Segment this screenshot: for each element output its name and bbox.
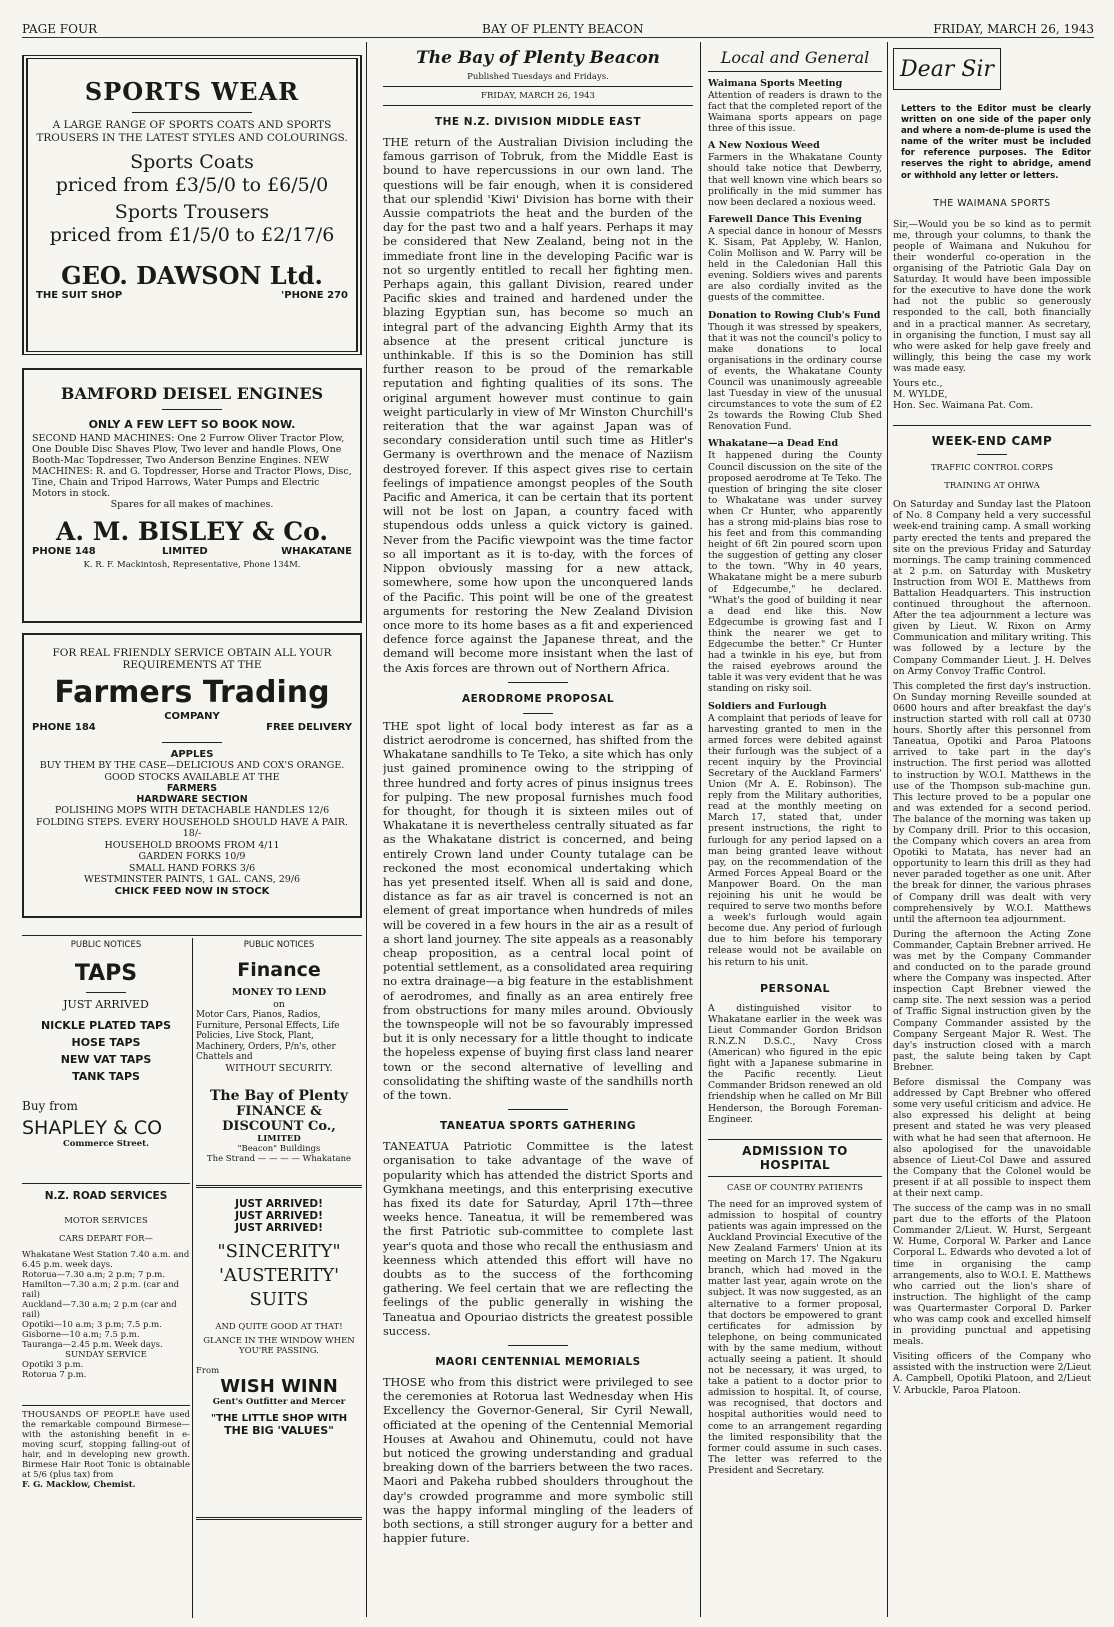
headline: AERODROME PROPOSAL: [461, 692, 615, 705]
ad-firm: WISH WINN: [220, 1376, 338, 1397]
headline: MAORI CENTENNIAL MEMORIALS: [435, 1356, 641, 1369]
headline: WEEK-END CAMP: [893, 425, 1091, 448]
news-text: It happened during the County Council discussion on the site of the proposed aerodrome at Te Teko. The question of bringing the site closer to Whakatane was under survey when Cr Hunter, who apparently has a strong mid-plains bias rose to his feet and from this commanding height of 6ft 2in poured scorn upon the suggestion of getting any closer to the town. "Why in 40 years, Whakatane might be a mere suburb of Edgecumbe," he declared. "What's the good of building it near a dead end like this. Now Edgecumbe is growing fast and I think the nearer we get to Edgecumbe the better." Cr Hunter had a twinkle in his eye, but from the raised eyebrows around the table it was very evident that he was standing on risky soil.: [708, 450, 882, 695]
ad-building: "Beacon" Buildings: [237, 1144, 321, 1154]
letters-column: [893, 48, 1091, 1618]
finance-ad: [196, 955, 362, 1175]
ad-delivery: FREE DELIVERY: [266, 722, 352, 733]
news-text: Visiting officers of the Company who assisted with the instruction were 2/Lieut A. Campbell, Opotiki Platoon, and 2/Lieut V. Arbuckle, Paroa Platoon.: [893, 1351, 1091, 1396]
column-rule: [887, 42, 888, 1617]
sports-wear-ad: [22, 55, 362, 355]
ad-line: Gent's Outfitter and Mercer: [212, 1397, 346, 1407]
ad-line: 'AUSTERITY': [218, 1265, 340, 1286]
ad-title: N.Z. ROAD SERVICES: [44, 1190, 168, 1202]
ad-title: TAPS: [74, 961, 138, 986]
news-text: On Saturday and Sunday last the Platoon of No. 8 Company held a very successful week-end training camp. A small working party erected the tents and prepared the site on the previous Friday and Saturday mornings. The camp training commenced at 2 p.m. on Saturday with Musketry Instruction from WOI E. Matthews from Battalion Headquarters. This instruction continued throughout the afternoon. After the tea adjournment a lecture was given by Lieut. W. Rixon on Army Communication and military writing. This was followed by a lecture by the Company Commander Lieut. J. H. Delves on Army Convoy Traffic Control.: [893, 499, 1091, 677]
ad-firm: FINANCE & DISCOUNT Co.,: [222, 1104, 336, 1134]
ad-title: SPORTS WEAR: [84, 77, 300, 106]
news-subhead: Farewell Dance This Evening: [708, 213, 862, 225]
news-text: A distinguished visitor to Whakatane earlier in the week was Lieut Commander Gordon Bridson R.N.Z.N D.S.C., Navy Cross (American) who figured in the epic fight with a Japanese submarine in the Pacific recently. Lieut Commander Bridson renewed an old friendship when he called on Mr Bill Henderson, the Borough Foreman-Engineer.: [708, 1002, 882, 1125]
editorial-date: FRIDAY, MARCH 26, 1943: [383, 91, 693, 106]
letter-text: Sir,—Would you be so kind as to permit me, through your columns, to thank the people of Waimana and Nukuhou for their wonderful co-operation in the organising of the Patriotic Gala Day on Saturday. It would have been impossible for the executive to have done the work had not the public so generously responded to the call, both financially and in a practical manner. As secretary, in organising the function, I must say all who were asked for help gave freely and willingly, this being the case my work was made easy.: [893, 218, 1091, 374]
ad-line: "THE LITTLE SHOP WITH: [210, 1413, 348, 1424]
news-text: Farmers in the Whakatane County should take notice that Dewberry, that well known vine which bears so prolifically in the mid summer has now been declared a noxious weed.: [708, 152, 882, 208]
route: Whakatane West Station 7.40 a.m. and 6.45 p.m. week days.: [22, 1250, 190, 1270]
bamford-ad: [22, 368, 362, 623]
headline: THE WAIMANA SPORTS: [933, 197, 1051, 209]
ad-ltd: LIMITED: [162, 545, 208, 557]
ad-spares: Spares for all makes of machines.: [110, 499, 274, 510]
section-label: PUBLIC NOTICES: [243, 940, 315, 950]
route: Opotiki—10 a.m; 3 p.m; 7.5 p.m.: [22, 1320, 162, 1330]
news-text: Before dismissal the Company was addressed by Capt Brebner who offered some very useful criticism and advice. He also expressed his delight at being present and stated he was very pleased with what he had seen that afternoon. He also apologised for the unavoidable absence of Lieut-Col Dawe and assured the Company that the Colonel would be present if at all possible to inspect them at their next camp.: [893, 1077, 1091, 1199]
pub-note: Published Tuesdays and Fridays.: [383, 72, 693, 87]
headline: TANEATUA SPORTS GATHERING: [439, 1120, 637, 1133]
ad-line: SUITS: [249, 1289, 309, 1310]
ad-ltd: LIMITED: [257, 1134, 301, 1144]
road-services-ad: [22, 1190, 190, 1400]
ad-body: Motor Cars, Pianos, Radios, Furniture, Personal Effects, Life Policies, Live Stock, Plant, Machinery, Orders, P/n's, other Chattels and: [196, 1010, 340, 1062]
ad-sub: SUNDAY SERVICE: [65, 1350, 147, 1360]
ad-firm: A. M. BISLEY & Co.: [55, 516, 329, 546]
news-subhead: Donation to Rowing Club's Fund: [708, 309, 881, 321]
paper-title: The Bay of Plenty Beacon: [416, 48, 660, 68]
column-rule: [700, 42, 701, 1617]
section-title: Local and General: [708, 48, 882, 72]
ad-line: priced from £1/5/0 to £2/17/6: [49, 224, 335, 246]
ad-sub: CARS DEPART FOR—: [58, 1234, 154, 1244]
ad-rep: K. R. F. Mackintosh, Representative, Phone 134M.: [83, 559, 301, 570]
ad-line: GLANCE IN THE WINDOW WHEN YOU'RE PASSING.: [203, 1336, 355, 1356]
ad-line: HOSE TAPS: [71, 1035, 141, 1049]
headline: PERSONAL: [759, 981, 831, 995]
letter-sign: Hon. Sec. Waimana Pat. Com.: [893, 400, 1034, 412]
ad-sub: MONEY TO LEND: [231, 987, 327, 998]
news-text: During the afternoon the Acting Zone Commander, Captain Brebner arrived. He was met by the Company Commander and conducted on to the parade ground where the Company was inspected. After inspection Capt Brebner viewed the camp site. The next session was a period of Traffic Signal instruction given by the Company Commander assisted by the Company Sergeant Major R. West. The day's instruction closed with a march past, the salute being taken by Capt Brebner.: [893, 928, 1091, 1073]
page-number: PAGE FOUR: [22, 22, 98, 36]
local-general-column: [708, 48, 882, 1618]
ad-phone: PHONE 148: [32, 545, 96, 557]
ad-firm: Farmers Trading: [54, 675, 330, 710]
ad-company: COMPANY: [164, 711, 220, 722]
column-rule: [366, 42, 367, 1617]
route: Hamilton—7.30 a.m; 2 p.m. (car and rail): [22, 1280, 180, 1300]
ad-firm: The Bay of Plenty: [209, 1088, 349, 1104]
farmers-trading-ad: [22, 633, 362, 918]
ad-title: BAMFORD DEISEL ENGINES: [60, 384, 324, 403]
ad-line: TANK TAPS: [72, 1069, 140, 1083]
ad-line: JUST ARRIVED!: [235, 1222, 323, 1234]
letter-sign: Yours etc.,: [893, 377, 943, 389]
ad-line: POLISHING MOPS WITH DETACHABLE HANDLES 12/6: [54, 805, 330, 816]
dear-sir-logo: [893, 48, 1001, 90]
ad-body: THOUSANDS OF PEOPLE have used the remarkable compound Birmese—with the astonishing benefit in e-moving scurf, stopping falling-out of hair, and in developing new growth. Birmese Hair Root Tonic is obtainable at 5/6 (plus tax) from: [22, 1410, 190, 1480]
ad-street: Commerce Street.: [62, 1138, 150, 1149]
ad-line: JUST ARRIVED!: [235, 1198, 323, 1210]
ad-line: AND QUITE GOOD AT THAT!: [215, 1322, 343, 1332]
ad-address: The Strand — — — — Whakatane: [206, 1154, 352, 1164]
ad-line: "SINCERITY": [217, 1241, 341, 1262]
ad-intro: FOR REAL FRIENDLY SERVICE OBTAIN ALL YOUR REQUIREMENTS AT THE: [52, 647, 332, 671]
news-subhead: A New Noxious Weed: [708, 140, 820, 152]
section-label: PUBLIC NOTICES: [70, 940, 142, 950]
ad-sub: MOTOR SERVICES: [64, 1216, 148, 1226]
route: Gisborne—10 a.m; 7.5 p.m.: [22, 1330, 140, 1340]
news-text: The need for an improved system of admission to hospital of country patients was again impressed on the Auckland Provincial Executive of the New Zealand Farmers' Union at its meeting on March 17. The Ngakuru branch, which had moved in the matter last year, again wrote on the subject. It was now suggested, as an alternative to a former proposal, that doctors be empowered to grant certificates for admission by telephone, on being communicated with by the same medium, without actually seeing a patient. It should not be necessary, it was urged, to take a patient to a doctor prior to admission to hospital. It, of course, was recognised, that doctors and hospital authorities would need to come to an arrangement regarding the limited responsibility that the former could assume in such cases. The letter was referred to the President and Secretary.: [708, 1198, 882, 1476]
news-text: A special dance in honour of Messrs K. Sisam, Pat Appleby, W. Hanlon, Colin Mollison and W. Parry will be held in the Caledonian Hall this evening. Soldiers wives and parents are also cordially invited as the guests of the committee.: [708, 225, 882, 304]
ad-line: HARDWARE SECTION: [136, 794, 248, 805]
news-text: Though it was stressed by speakers, that it was not the council's policy to make donations to local organisations in the ordinary course of events, the Whakatane County Council was unanimously agreeable last Tuesday in view of the unusual circumstances to vote the sum of £2 2s towards the Rowing Club Shed Renovation Fund.: [708, 321, 882, 433]
ad-line: Sports Trousers: [114, 201, 270, 223]
news-subhead: TRAINING AT OHIWA: [944, 481, 1040, 492]
divider: [22, 935, 362, 936]
ad-line: CHICK FEED NOW IN STOCK: [114, 885, 270, 897]
ad-line: BUY THEM BY THE CASE—DELICIOUS AND COX'S ORANGE. GOOD STOCKS AVAILABLE AT THE: [39, 760, 345, 783]
divider: [22, 1405, 190, 1406]
route: Rotorua—7.30 a.m; 2 p.m; 7 p.m.: [22, 1270, 166, 1280]
ad-body: SECOND HAND MACHINES: One 2 Furrow Oliver Tractor Plow, One Double Disc Shaves Plow, Two lever and handle Plows, One Booth-Mac Topdresser, Two Anderson Benzine Engines. NEW MACHINES: R. and G. Topdresser, Horse and Tractor Plows, Disc, Tine, Chain and Tripod Harrows, Water Pumps and Electric Motors in stock.: [32, 433, 352, 499]
ad-line: Sports Coats: [130, 151, 254, 173]
news-subhead: CASE OF COUNTRY PATIENTS: [727, 1182, 863, 1193]
logo-text: Dear Sir: [900, 56, 994, 82]
ad-desc: A LARGE RANGE OF SPORTS COATS AND SPORTS TROUSERS IN THE LATEST STYLES AND COLOURINGS.: [36, 119, 348, 144]
ad-buy: Buy from: [22, 1098, 78, 1113]
ad-sub: ONLY A FEW LEFT SO BOOK NOW.: [88, 418, 296, 431]
article-text: THE return of the Australian Division including the famous garrison of Tobruk, from the Middle East is bound to have repercussions in our own land. The questions will be fair enough, when it is considered that our splendid 'Kiwi' Division has borne with their Aussie compatriots the heat and the burden of the day for the past two and a half years. Perhaps it may be considered that New Zealand, being not in the immediate front line in the developing Pacific war is not so urgently entitled to recall her fighting men. Perhaps again, this gallant Division, reared under Pacific skies and trained and hardened under the blazing Egyptian sun, has become so much an integral part of the advancing Eighth Army that its absence at the present critical juncture is unthinkable. If this is so the Dominion has still further reason to be proud of the remarkable reputation and fighting qualities of its sons. The original argument however must continue to gain weight particularly in view of Mr Winston Churchill's reiteration that the war against Japan was of secondary consideration until such time as Hitler's Germany is overthrown and the menace of Naziism destroyed forever. If this aspect gives rise to certain feelings of impatience amongst peoples of the South Pacific and America, it can be certain that its portent will not be lost on Japan, a country faced with stupendous odds unless a quick victory is gained. Never from the Pacific viewpoint was the time factor so all important as it is to-day, with the forces of Nippon obviously massing for a new attack, somewhere, some how upon the unconquered lands of the Pacific. This point will be one of the greatest arguments for restoring the New Zealand Division once more to its home bases as a fit and experienced defence force against the Japanese threat, and the demand will become more insistant when the last of the Axis forces are thrown out of Northern Africa.: [383, 136, 693, 675]
news-text: The success of the camp was in no small part due to the efforts of the Platoon Commander 2/Lieut. W. Hurst, Sergeant W. Hume, Corporal W. Parker and Lance Corporal L. Edwards who devoted a lot of time in organising the camp arrangements, also to W.O.I. E. Matthews who carried out the lion's share of instruction. The highlight of the camp was Quartermaster Corporal D. Parker who was camp cook and excelled himself in providing punctual and appetising meals.: [893, 1203, 1091, 1348]
ad-firm: SHAPLEY & CO: [22, 1116, 163, 1139]
ad-signature: F. G. Macklow, Chemist.: [22, 1480, 136, 1490]
ad-line: JUST ARRIVED: [63, 998, 149, 1011]
ad-on: on: [273, 998, 285, 1010]
ad-phone: 'PHONE 270: [281, 290, 348, 301]
news-text: This completed the first day's instruction. On Sunday morning Reveille sounded at 0600 hours and after breakfast the day's instruction started with roll call at 0730 hours. Shortly after this personnel from Taneatua, Opotiki and Paroa Platoons arrived to take part in the day's instruction. The first period was allotted to instruction by W.O.I. Matthews in the use of the Thompson sub-machine gun. This lecture proved to be a popular one and was extended for a second period. The balance of the morning was taken up by Company drill. Prior to this occasion, the Company which covers an area from Opotiki to Matata, has never had an opportunity to learn this drill as they had never paraded together as one unit. After the break for dinner, the various phrases of Company drill was dealt with very comprehensively by W.O.I. Matthews until the afternoon tea adjournment.: [893, 680, 1091, 925]
ad-line: WESTMINSTER PAINTS, 1 GAL. CANS, 29/6: [83, 874, 301, 885]
news-subhead: Waimana Sports Meeting: [708, 78, 843, 89]
ad-firm: GEO. DAWSON Ltd.: [61, 261, 323, 290]
ad-line: HOUSEHOLD BROOMS FROM 4/11: [104, 839, 280, 851]
article-text: THOSE who from this district were privileged to see the ceremonies at Rotorua last Wednesday when His Excellency the Governor-General, Sir Cyril Newall, officiated at the opening of the Centennial Memorial Houses at Awahou and Ohinemutu, could not have but noticed the growing understanding and gradual breaking down of the barriers between the two races. Maori and Pakeha rubbed shoulders throughout the day's crowded programme and more symbolic still was the happy informal mingling of the leaders of both sections, a still stronger augury for a better and happier future.: [383, 1376, 693, 1546]
news-text: A complaint that periods of leave for harvesting granted to men in the armed forces were debited against their furlough was the subject of a recent inquiry by the Provincial Secretary of the Auckland Farmers' Union (Mr A. E. Robinson). The reply from the Military authorities, read at the monthly meeting on March 17, stated that, under present instructions, the right to furlough for any period lapsed on a man being granted leave without pay, on the recommendation of the Armed Forces Appeal Board or the Manpower Board. On the man rejoining his unit he would be required to serve two months before a week's furlough would again become due. Any period of furlough due to him before his temporary release would not be available on his return to his unit.: [708, 712, 882, 968]
ad-line: NEW VAT TAPS: [60, 1052, 152, 1066]
ad-line: GARDEN FORKS 10/9: [138, 851, 246, 862]
news-text: Attention of readers is drawn to the fact that the completed report of the Waimana sports appears on page three of this issue.: [708, 90, 882, 135]
birmese-ad: [22, 1410, 190, 1510]
ad-phone: PHONE 184: [32, 722, 96, 733]
divider: [22, 1183, 190, 1184]
ad-apples: APPLES: [170, 749, 214, 760]
letter-sign: M. WYLDE,: [893, 389, 948, 401]
route: Rotorua 7 p.m.: [22, 1370, 87, 1380]
article-text: TANEATUA Patriotic Committee is the latest organisation to take advantage of the wave of popularity which has attended the district Sports and Gymkhana meetings, and this enterprising executive has fixed its date for Saturday, April 17th—three weeks hence. Taneatua, it will be remembered was the first Patriotic sub-committee to complete last year's quota and those who recall the enthusiasm and keenness which attended this effort will have no doubts as to the success of the forthcoming gathering. We feel certain that we are reflecting the feelings of the public generally in wishing the Taneatua and Opouriao districts the greatest possible success.: [383, 1140, 693, 1338]
ad-from: From: [196, 1366, 220, 1376]
news-subhead: Whakatane—a Dead End: [708, 438, 839, 450]
wish-winn-ad: [196, 1185, 362, 1520]
ad-line: priced from £3/5/0 to £6/5/0: [55, 174, 329, 196]
route: Tauranga—2.45 p.m. Week days.: [22, 1340, 163, 1350]
ad-line: WITHOUT SECURITY.: [225, 1062, 333, 1074]
paper-name: BAY OF PLENTY BEACON: [482, 22, 644, 36]
route: Auckland—7.30 a.m; 2 p.m (car and rail): [22, 1300, 177, 1320]
ad-line: NICKLE PLATED TAPS: [40, 1018, 172, 1032]
ad-line: FARMERS: [166, 783, 218, 794]
ad-title: Finance: [237, 959, 321, 981]
column-rule: [192, 938, 193, 1618]
article-text: THE spot light of local body interest as far as a district aerodrome is concerned, has shifted from the Whakatane sandhills to Te Teko, a site which has only just gained prominence owing to the stripping of three hundred and forty acres of pinus insignus trees for pulping. The new proposal furnishes much food for thought, for though it is sixteen miles out of Whakatane it is nevertheless centrally situated as far as the Whakatane district is concerned, and being entirely Crown land under County tutalage can be reckoned the most economical undertaking which has yet presented itself. When all is said and done, distance as far as air travel is concerned is not an element of great importance when hundreds of miles will be covered in a few hours in the air as a result of a short land journey. The site appeals as a reasonably cheap proposition, as a central local point of potential settlement, as a consolidated area requiring no extra drainage—a big feature in the establishment of aerodromes, and finally as an area entirely free from obstructions for many miles around. Obviously the townspeople will not be so favourably impressed but it is only necessary for a little thought to indicate the hopeless expense of buying first class land nearer town or the second alternative of levelling and consolidating the shifting waste of the sandhills north of the town.: [383, 719, 693, 1102]
ad-line: JUST ARRIVED!: [235, 1210, 323, 1222]
ad-shop: THE SUIT SHOP: [36, 290, 123, 301]
editorial-column: [383, 48, 693, 1618]
letters-rules: Letters to the Editor must be clearly written on one side of the paper only and where a nom-de-plume is used the name of the writer must be included for reference purposes. The Editor reserves the right to abridge, amend or withhold any letter or letters.: [901, 104, 1091, 181]
ad-town: WHAKATANE: [281, 545, 352, 557]
route: Opotiki 3 p.m.: [22, 1360, 84, 1370]
issue-date: FRIDAY, MARCH 26, 1943: [933, 22, 1094, 36]
headline: THE N.Z. DIVISION MIDDLE EAST: [434, 116, 642, 128]
headline: ADMISSION TO HOSPITAL: [708, 1139, 882, 1177]
news-subhead: Soldiers and Furlough: [708, 700, 827, 712]
ad-line: FOLDING STEPS. EVERY HOUSEHOLD SHOULD HAVE A PAIR. 18/-: [36, 816, 348, 839]
news-subhead: TRAFFIC CONTROL CORPS: [930, 463, 1054, 474]
masthead: [22, 20, 1094, 38]
ad-line: SMALL HAND FORKS 3/6: [128, 862, 256, 874]
ad-line: THE BIG 'VALUES": [224, 1424, 334, 1437]
taps-ad: [22, 955, 190, 1180]
